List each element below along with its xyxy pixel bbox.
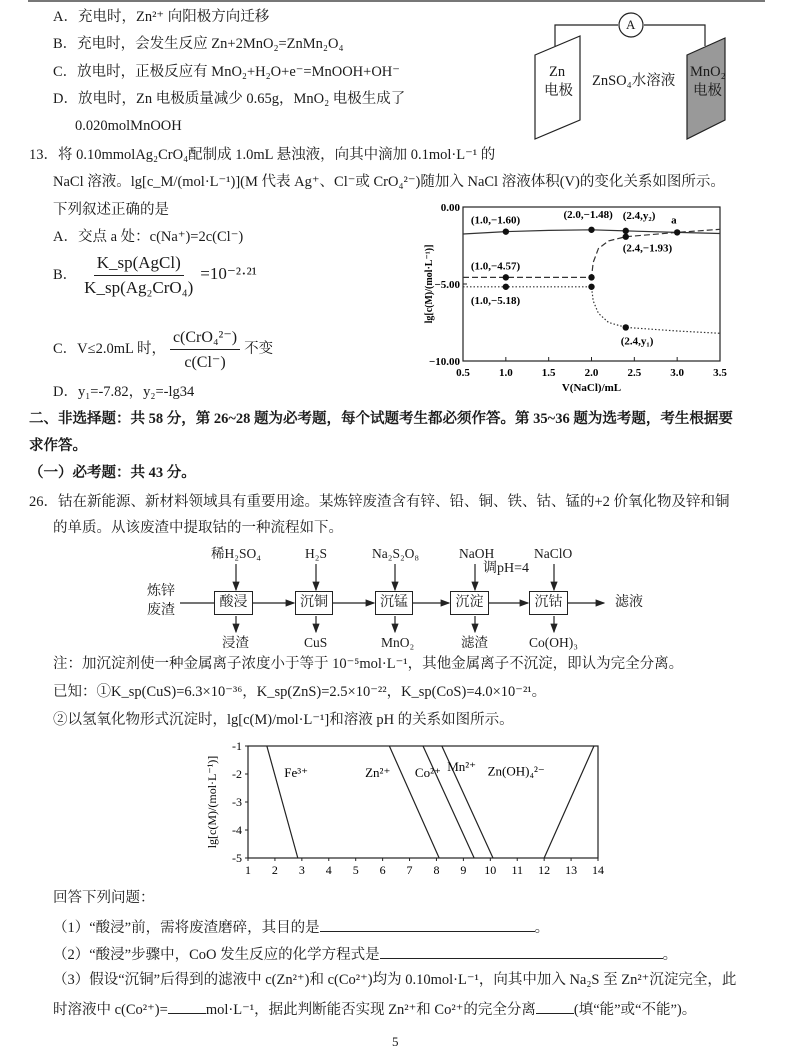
flow-product: 浸渣 — [222, 635, 249, 650]
flow-ph-note: 调pH=4 — [483, 561, 530, 576]
x-tick-label: 1 — [245, 863, 251, 877]
x-tick-label: 3.0 — [670, 367, 685, 379]
section-header-line1: 二、非选择题：共 58 分，第 26~28 题为必考题，每个试题考生都必须作答。第 35~36 题为选考题，考生根据要 — [29, 411, 733, 427]
data-point — [588, 227, 594, 233]
q13-prompt: 下列叙述正确的是 — [53, 202, 169, 218]
data-label: (2.4,y₁) — [620, 335, 654, 348]
q12-option-d-cont: 0.020molMnOOH — [75, 118, 182, 134]
y-tick-label: −5.00 — [434, 279, 460, 291]
q26-stem-line1: 26．钴在新能源、新材料领域具有重要用途。某炼锌废渣含有锌、铅、铜、铁、钴、锰的+2 价氧化物及锌和铜 — [29, 494, 730, 510]
x-tick-label: 12 — [538, 863, 551, 877]
page-number: 5 — [392, 1034, 399, 1049]
data-label: (2.0,−1.48) — [563, 208, 613, 221]
q13-stem-line2: NaCl 溶液。lg[c_M/(mol·L⁻¹)](M 代表 Ag⁺、Cl⁻或 CrO₄²⁻)随加入 NaCl 溶液体积(V)的变化关系如图所示。 — [53, 174, 725, 190]
q26-sub3-c: (填“能”或“不能”)。 — [573, 1002, 697, 1018]
x-tick-label: 11 — [511, 863, 524, 877]
y-tick-label: -1 — [232, 739, 242, 753]
x-tick-label: 7 — [406, 863, 413, 877]
q26-sub3-a: 时溶液中 c(Co²⁺)= — [53, 1002, 168, 1018]
x-tick-label: 1.5 — [541, 367, 556, 379]
flow-product: Co(OH)₃ — [529, 635, 578, 650]
answer-blank-1[interactable] — [320, 917, 535, 932]
q13-option-a: A．交点 a 处：c(Na⁺)=2c(Cl⁻) — [53, 229, 244, 245]
q26-stem-line2: 的单质。从该废渣中提取钴的一种流程如下。 — [53, 520, 343, 536]
x-tick-label: 2 — [271, 863, 278, 877]
q13-stem-line1: 13．将 0.10mmolAg₂CrO₄配制成 1.0mL 悬浊液，向其中滴加 0.1mol·L⁻¹ 的 — [29, 147, 496, 163]
q13-option-d: D．y₁=-7.82，y₂=-lg34 — [53, 384, 195, 400]
series-line — [267, 746, 298, 858]
x-tick-label: 14 — [592, 863, 604, 877]
data-label: (1.0,−5.18) — [470, 294, 521, 307]
flow-step-manganese-precip: 沉锰 — [375, 591, 413, 615]
x-tick-label: 13 — [565, 863, 578, 877]
data-label: (2.4,−1.93) — [622, 242, 673, 255]
q12-option-c: C．放电时，正极反应有 MnO₂+H₂O+e⁻=MnOOH+OH⁻ — [53, 64, 400, 80]
fraction-denominator: K_sp(Ag₂CrO₄) — [84, 278, 194, 297]
q26-sub3-b: mol·L⁻¹，据此判断能否实现 Zn²⁺和 Co²⁺的完全分离 — [205, 1002, 536, 1018]
q12-option-d: D．放电时，Zn 电极质量减少 0.65g，MnO₂ 电极生成了 — [53, 91, 406, 107]
y-tick-label: -2 — [232, 767, 242, 781]
y-tick-label: -3 — [232, 795, 242, 809]
flow-step-cobalt-precip: 沉钴 — [529, 591, 568, 615]
q13-option-c-prefix: C．V≤2.0mL 时， — [53, 340, 166, 357]
flow-product: 滤渣 — [461, 635, 488, 650]
answer-blank-3b[interactable] — [536, 999, 574, 1014]
flow-output: 滤液 — [615, 595, 643, 610]
x-tick-label: 0.5 — [456, 367, 470, 379]
data-label: (2.4,y₂) — [622, 209, 656, 222]
q13-option-b — [53, 253, 257, 298]
x-tick-label: 2.0 — [584, 367, 599, 379]
answer-blank-3a[interactable] — [168, 999, 206, 1014]
q26-known-2: ②以氢氧化物形式沉淀时，lg[c(M)/mol·L⁻¹]和溶液 pH 的关系如图所示。 — [53, 712, 514, 728]
q13-option-b-prefix: B． — [53, 266, 78, 283]
section-header-line2: 求作答。 — [29, 438, 87, 454]
data-point — [623, 324, 629, 330]
series-label: Zn²⁺ — [365, 764, 391, 780]
flow-step-precipitation: 沉淀 — [450, 591, 489, 615]
data-label: a — [671, 214, 677, 227]
q26-sub2 — [53, 944, 677, 964]
x-axis-label: V(NaCl)/mL — [561, 382, 622, 394]
hydroxide-ph-chart — [200, 735, 620, 880]
q12-option-a: A．充电时，Zn²⁺ 向阳极方向迁移 — [53, 9, 270, 25]
answer-prompt: 回答下列问题： — [53, 890, 155, 906]
q26-sub3-line1: （3）假设“沉铜”后得到的滤液中 c(Zn²⁺)和 c(Co²⁺)均为 0.10mol·L⁻¹，向其中加入 Na₂S 至 Zn²⁺沉淀完全，此 — [53, 972, 737, 988]
q12-option-b: B．充电时，会发生反应 Zn+2MnO₂=ZnMn₂O₄ — [53, 36, 344, 52]
q26-sub2-text: （2）“酸浸”步骤中，CoO 发生反应的化学方程式是 — [53, 947, 380, 963]
flow-product: MnO₂ — [381, 635, 415, 650]
series-line — [544, 746, 594, 858]
solution-label: ZnSO₄水溶液 — [592, 73, 676, 89]
y-axis-label: lg[c(M)/(mol·L⁻¹)] — [424, 244, 435, 324]
concentration-ratio-fraction — [170, 327, 240, 372]
series-label: Fe³⁺ — [284, 764, 309, 780]
y-tick-label: 0.00 — [440, 202, 460, 214]
data-label: (1.0,−1.60) — [470, 214, 521, 227]
x-tick-label: 10 — [484, 863, 497, 877]
flow-step-acid-leach: 酸浸 — [214, 591, 253, 615]
data-point — [503, 284, 509, 290]
flow-reagent: Na₂S₂O₈ — [372, 546, 420, 561]
series-line — [389, 746, 439, 858]
fraction-numerator: K_sp(AgCl) — [94, 253, 184, 276]
fraction-denominator: c(Cl⁻) — [184, 354, 226, 371]
flow-reagent: H₂S — [305, 546, 327, 561]
y-axis-label: lg[c(M)/(mol·L⁻¹)] — [205, 755, 219, 849]
y-tick-label: -5 — [232, 851, 242, 865]
plot-frame — [248, 746, 598, 858]
x-tick-label: 1.0 — [498, 367, 513, 379]
flow-reagent: NaOH — [459, 546, 495, 561]
data-label: (1.0,−4.57) — [470, 260, 521, 273]
ammeter-label: A — [626, 17, 636, 32]
flow-input-line2: 废渣 — [147, 603, 175, 618]
mno2-electrode-label: 电极 — [693, 83, 722, 99]
q26-sub1 — [53, 917, 549, 937]
q13-option-c-suffix: 不变 — [244, 340, 274, 357]
q26-known-1: 已知：①K_sp(CuS)=6.3×10⁻³⁶，K_sp(ZnS)=2.5×10⁻²²，K_sp(CoS)=4.0×10⁻²¹。 — [53, 684, 547, 700]
x-tick-label: 3 — [298, 863, 305, 877]
series-dotted-line — [463, 287, 720, 334]
answer-blank-2[interactable] — [380, 944, 663, 959]
mno2-label: MnO₂ — [690, 64, 726, 80]
ksp-ratio-fraction — [81, 253, 196, 298]
q26-sub1-text: （1）“酸浸”前，需将废渣磨碎，其目的是 — [53, 920, 320, 936]
y-tick-label: -4 — [232, 823, 242, 837]
x-tick-label: 9 — [460, 863, 467, 877]
data-point — [503, 274, 509, 280]
q26-sub3-line2 — [53, 999, 696, 1019]
data-point — [503, 228, 509, 234]
zn-label: Zn — [549, 64, 566, 80]
data-point — [623, 234, 629, 240]
q26-sub2-end: 。 — [662, 947, 678, 963]
data-point — [588, 274, 594, 280]
zn-electrode-label: 电极 — [544, 83, 573, 99]
q26-note: 注：加沉淀剂使一种金属离子浓度小于等于 10⁻⁵mol·L⁻¹，其他金属离子不沉淀，即认为完全分离。 — [53, 656, 684, 672]
x-tick-label: 2.5 — [627, 367, 642, 379]
data-point — [588, 284, 594, 290]
series-label: Zn(OH)₄²⁻ — [487, 763, 545, 779]
x-tick-label: 8 — [433, 863, 440, 877]
flow-reagent: 稀H₂SO₄ — [211, 546, 261, 561]
x-tick-label: 6 — [379, 863, 386, 877]
q26-sub1-end: 。 — [534, 920, 550, 936]
flow-product: CuS — [304, 635, 328, 650]
q13-option-c — [53, 327, 273, 372]
x-tick-label: 5 — [352, 863, 359, 877]
fraction-numerator: c(CrO₄²⁻) — [170, 327, 240, 350]
battery-diagram — [530, 8, 730, 143]
q13-chart — [420, 195, 793, 395]
section-subheader: （一）必考题：共 43 分。 — [29, 465, 196, 481]
y-tick-label: −10.00 — [428, 356, 460, 368]
q13-option-b-rhs: =10⁻²·²¹ — [200, 263, 257, 283]
data-point — [623, 228, 629, 234]
series-label: Co²⁺ — [414, 764, 441, 780]
x-tick-label: 3.5 — [713, 367, 727, 379]
page-top-rule — [28, 0, 765, 2]
flow-reagent: NaClO — [534, 546, 573, 561]
series-label: Mn²⁺ — [447, 759, 477, 775]
x-tick-label: 4 — [325, 863, 332, 877]
data-point — [674, 229, 680, 235]
flow-input-line1: 炼锌 — [147, 584, 175, 599]
flow-step-copper-precip: 沉铜 — [295, 591, 333, 615]
